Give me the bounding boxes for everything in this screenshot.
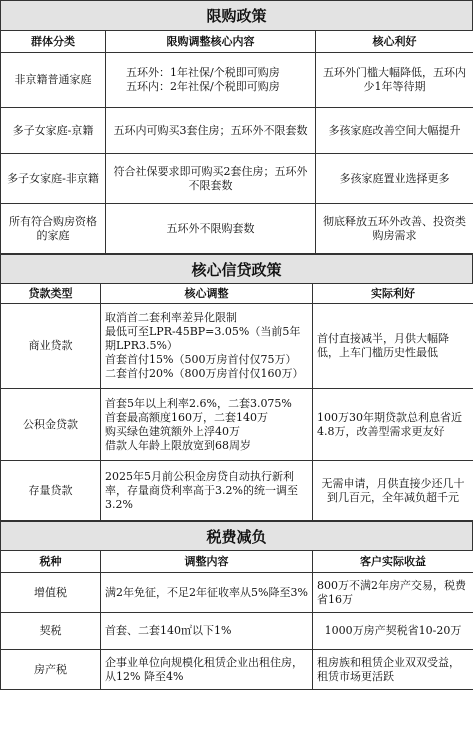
table-cell: 符合社保要求即可购买2套住房；五环外不限套数 — [106, 154, 316, 204]
column-header: 实际利好 — [313, 284, 473, 304]
table-cell: 多子女家庭-京籍 — [1, 108, 106, 154]
table-cell: 首付直接减半，月供大幅降低，上车门槛历史性最低 — [313, 304, 473, 389]
table-row — [1, 613, 473, 650]
table-cell: 五环外：1年社保/个税即可购房 五环内：2年社保/个税即可购房 — [106, 53, 316, 108]
table-cell: 所有符合购房资格的家庭 — [1, 204, 106, 254]
table-cell: 2025年5月前公积金房贷自动执行新利率，存量商贷利率高于3.2%的统一调至3.2% — [101, 461, 313, 521]
table-row — [1, 108, 473, 154]
table-cell: 公积金贷款 — [1, 389, 101, 461]
column-header: 核心调整 — [101, 284, 313, 304]
table-row — [1, 53, 473, 108]
table-row — [1, 573, 473, 613]
table-header-row — [1, 551, 473, 573]
table-cell: 彻底释放五环外改善、投资类购房需求 — [316, 204, 473, 254]
section-title-purchase-restriction: 限购政策 — [0, 0, 473, 30]
table-cell: 非京籍普通家庭 — [1, 53, 106, 108]
table-cell: 五环外门槛大幅降低，五环内少1年等待期 — [316, 53, 473, 108]
table-cell: 多孩家庭改善空间大幅提升 — [316, 108, 473, 154]
table-cell: 五环外不限购套数 — [106, 204, 316, 254]
tax-relief-table — [0, 550, 473, 690]
table-cell: 无需申请，月供直接少还几十到几百元，全年减负超千元 — [313, 461, 473, 521]
table-cell: 多孩家庭置业选择更多 — [316, 154, 473, 204]
table-cell: 多子女家庭-非京籍 — [1, 154, 106, 204]
column-header: 调整内容 — [101, 551, 313, 573]
column-header: 限购调整核心内容 — [106, 31, 316, 53]
column-header: 税种 — [1, 551, 101, 573]
credit-policy-table — [0, 283, 473, 521]
table-row — [1, 461, 473, 521]
column-header: 核心利好 — [316, 31, 473, 53]
table-cell: 满2年免征，不足2年征收率从5%降至3% — [101, 573, 313, 613]
table-cell: 契税 — [1, 613, 101, 650]
table-row — [1, 389, 473, 461]
table-cell: 商业贷款 — [1, 304, 101, 389]
column-header: 群体分类 — [1, 31, 106, 53]
table-cell: 房产税 — [1, 650, 101, 690]
column-header: 贷款类型 — [1, 284, 101, 304]
table-row — [1, 154, 473, 204]
table-cell: 首套5年以上利率2.6%，二套3.075% 首套最高额度160万，二套140万 购买绿色建筑额外上浮40万 借款人年龄上限放宽到68周岁 — [101, 389, 313, 461]
table-cell: 五环内可购买3套住房；五环外不限套数 — [106, 108, 316, 154]
section-title-credit-policy: 核心信贷政策 — [0, 254, 473, 283]
table-cell: 企事业单位向规模化租赁企业出租住房，从12% 降至4% — [101, 650, 313, 690]
table-row — [1, 650, 473, 690]
section-title-tax-relief: 税费减负 — [0, 521, 473, 550]
table-cell: 1000万房产契税省10-20万 — [313, 613, 473, 650]
table-cell: 100万30年期贷款总利息省近4.8万，改善型需求更友好 — [313, 389, 473, 461]
table-row — [1, 304, 473, 389]
purchase-restriction-table — [0, 30, 473, 254]
table-cell: 取消首二套利率差异化限制 最低可至LPR-45BP=3.05%（当前5年期LPR3.5%） 首套首付15%（500万房首付仅75万） 二套首付20%（800万房首付仅160万） — [101, 304, 313, 389]
table-row — [1, 204, 473, 254]
column-header: 客户实际收益 — [313, 551, 473, 573]
table-cell: 首套、二套140㎡以下1% — [101, 613, 313, 650]
table-cell: 增值税 — [1, 573, 101, 613]
table-cell: 租房族和租赁企业双双受益，租赁市场更活跃 — [313, 650, 473, 690]
table-header-row — [1, 284, 473, 304]
table-cell: 存量贷款 — [1, 461, 101, 521]
table-cell: 800万不满2年房产交易，税费省16万 — [313, 573, 473, 613]
table-header-row — [1, 31, 473, 53]
